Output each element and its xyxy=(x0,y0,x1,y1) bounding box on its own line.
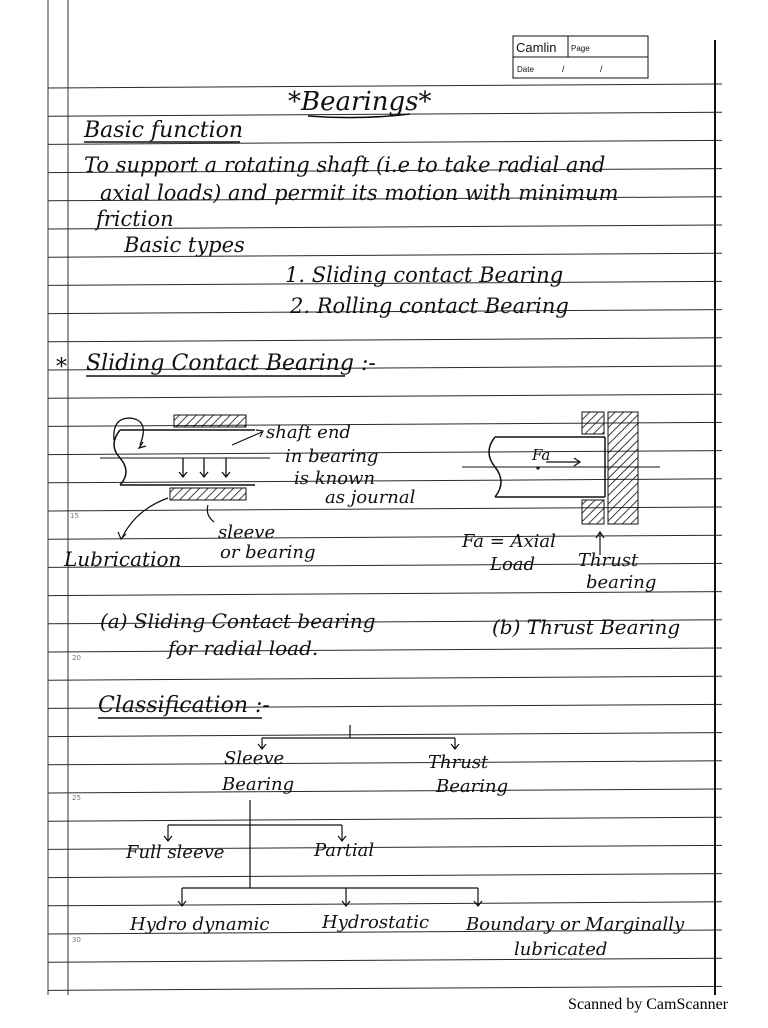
ruled-line xyxy=(48,676,722,680)
class-node: Hydrostatic xyxy=(322,912,430,933)
date-label: Date xyxy=(517,65,534,74)
axial-load-label: Fa = Axial xyxy=(462,531,556,552)
bullet-star: * xyxy=(56,355,67,380)
journal-label-line: as journal xyxy=(325,487,416,508)
ruled-line xyxy=(48,648,722,652)
basic-types-heading: Basic types xyxy=(124,233,245,257)
journal-label-line: in bearing xyxy=(285,446,379,467)
page-title: *Bearings* xyxy=(288,87,432,117)
ruled-line xyxy=(48,817,722,821)
margin-number: 15 xyxy=(70,512,79,520)
basic-type-item: 2. Rolling contact Bearing xyxy=(290,294,569,318)
date-separator: / xyxy=(600,64,603,74)
figure-b-caption: (b) Thrust Bearing xyxy=(492,615,681,639)
page-date-box xyxy=(513,36,648,78)
lubrication-label: Lubrication xyxy=(64,547,182,571)
thrust-label: bearing xyxy=(586,572,657,593)
basic-function-line: axial loads) and permit its motion with minimum xyxy=(100,181,619,205)
thrust-label: Thrust xyxy=(578,550,639,571)
journal-label-line: shaft end xyxy=(266,422,351,443)
ruled-line xyxy=(48,338,722,342)
brand-logo-text: Camlin xyxy=(516,40,557,55)
axial-load-label: Load xyxy=(490,554,536,575)
ruled-line xyxy=(48,394,722,398)
ruled-line xyxy=(48,761,722,765)
date-separator: / xyxy=(562,64,565,74)
class-node: Full sleeve xyxy=(126,842,225,863)
margin-number: 20 xyxy=(72,654,81,662)
class-node: lubricated xyxy=(514,939,608,960)
classification-heading: Classification :- xyxy=(98,693,270,718)
ruled-line xyxy=(48,958,722,962)
class-node: Boundary or Marginally xyxy=(466,914,685,935)
basic-function-heading: Basic function xyxy=(84,118,244,143)
sleeve-label: sleeve xyxy=(218,522,276,543)
figure-a-caption: for radial load. xyxy=(168,636,319,660)
sleeve-label: or bearing xyxy=(220,542,316,563)
ruled-line xyxy=(48,789,722,793)
force-label: Fa xyxy=(532,446,551,464)
class-node: Bearing xyxy=(436,776,509,797)
class-node: Hydro dynamic xyxy=(130,914,270,935)
margin-number: 30 xyxy=(72,936,81,944)
scanner-watermark: Scanned by CamScanner xyxy=(568,996,728,1013)
basic-function-line: To support a rotating shaft (i.e to take radial and xyxy=(84,153,606,177)
ruled-line xyxy=(48,535,722,539)
figure-a-caption: (a) Sliding Contact bearing xyxy=(100,609,376,633)
basic-function-line: friction xyxy=(96,207,174,231)
ruled-line xyxy=(48,986,722,990)
ruled-line xyxy=(48,874,722,878)
journal-label-line: is known xyxy=(294,468,376,489)
margin-number: 25 xyxy=(72,794,81,802)
sliding-heading: Sliding Contact Bearing :- xyxy=(86,351,376,376)
class-node: Sleeve xyxy=(224,748,285,769)
class-node: Thrust xyxy=(428,752,489,773)
ruled-line xyxy=(48,733,722,737)
page-label: Page xyxy=(571,44,590,53)
class-node: Bearing xyxy=(222,774,295,795)
journal-bearing-diagram xyxy=(100,415,270,539)
basic-type-item: 1. Sliding contact Bearing xyxy=(285,263,564,287)
class-node: Partial xyxy=(314,840,375,861)
ruled-line xyxy=(48,902,722,906)
